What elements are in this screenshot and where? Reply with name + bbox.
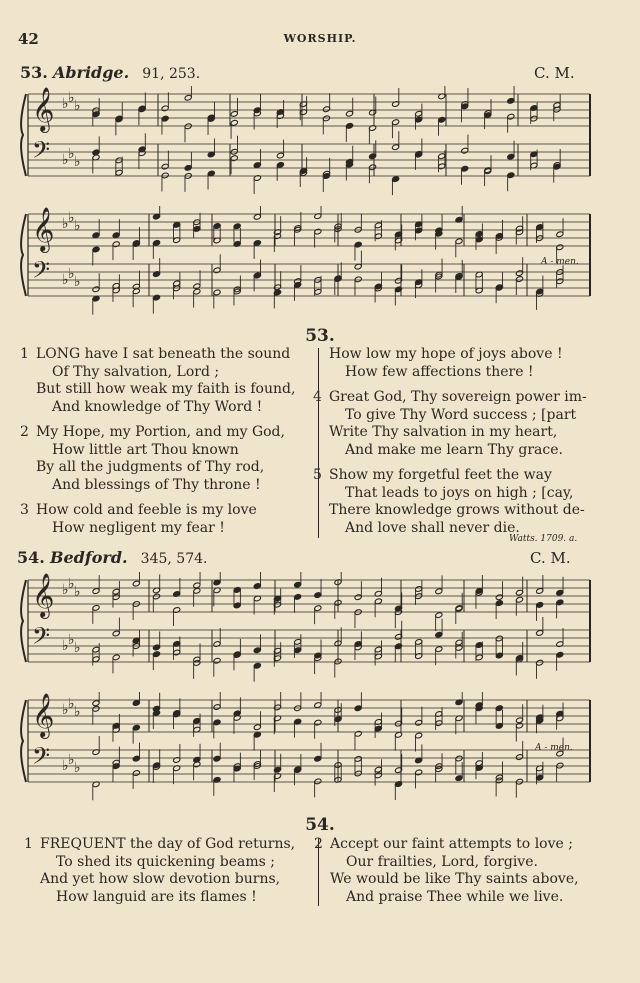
verse-line: Our frailties, Lord, forgive. [346, 853, 538, 870]
svg-text:♭: ♭ [62, 702, 69, 718]
svg-text:𝄞: 𝄞 [32, 207, 55, 251]
svg-text:♭: ♭ [62, 638, 69, 654]
svg-text:♭: ♭ [68, 576, 75, 592]
verse-line: FREQUENT the day of God returns, [40, 836, 296, 852]
svg-text:𝄞: 𝄞 [32, 87, 55, 131]
verse-number: 4 [313, 389, 322, 405]
tune-refs: 91, 253. [142, 66, 201, 82]
svg-text:♭: ♭ [62, 152, 69, 168]
verse-line: How cold and feeble is my love [36, 502, 257, 518]
hymn-number: 54. [305, 815, 335, 835]
verse-line: Great God, Thy sovereign power im- [329, 389, 587, 405]
running-title: WORSHIP. [283, 32, 357, 45]
svg-text:♭: ♭ [68, 146, 75, 162]
verse-line: We would be like Thy saints above, [330, 871, 579, 887]
svg-text:♭: ♭ [74, 154, 81, 170]
verse-number: 1 [24, 836, 33, 852]
tune-name: Abridge. [52, 63, 130, 82]
svg-text:♭: ♭ [74, 760, 81, 776]
svg-text:♭: ♭ [74, 218, 81, 234]
music-system-4 [18, 692, 594, 810]
svg-text:♭: ♭ [74, 704, 81, 720]
verse-line: Of Thy salvation, Lord ; [52, 363, 220, 380]
hymn-54-right-column [314, 836, 579, 914]
svg-text:𝄢: 𝄢 [32, 136, 51, 169]
svg-text:𝄢: 𝄢 [32, 742, 51, 775]
svg-text:𝄢: 𝄢 [32, 256, 51, 289]
column-divider [318, 348, 319, 538]
svg-text:𝄢: 𝄢 [32, 622, 51, 655]
hymn-53-left-column [20, 346, 296, 545]
tune-meter: C. M. [534, 64, 575, 82]
stanza [24, 836, 296, 906]
tune-53-heading [20, 63, 200, 82]
svg-text:♭: ♭ [68, 696, 75, 712]
hymn-53-right-column [313, 346, 587, 545]
svg-text:𝄞: 𝄞 [32, 693, 55, 737]
stanza [20, 346, 296, 416]
amen-label-53: A - men. [541, 257, 579, 267]
verse-number: 1 [20, 346, 29, 362]
verse-line: Accept our faint attempts to love ; [330, 836, 573, 852]
verse-line: To shed its quickening beams ; [56, 853, 275, 870]
svg-text:♭: ♭ [74, 584, 81, 600]
verse-line: That leads to joys on high ; [cay, [345, 484, 574, 501]
verse-line: Write Thy salvation in my heart, [329, 424, 558, 440]
stanza [329, 346, 587, 381]
svg-text:♭: ♭ [74, 640, 81, 656]
tune-name: Bedford. [49, 548, 128, 567]
svg-text:♭: ♭ [62, 96, 69, 112]
verse-line: How negligent my fear ! [52, 519, 225, 536]
verse-line: There knowledge grows without de- [329, 502, 585, 518]
stanza [313, 389, 587, 459]
svg-text:♭: ♭ [62, 582, 69, 598]
verse-number: 3 [20, 502, 29, 518]
verse-line: How few affections there ! [345, 363, 534, 380]
music-system-2 [18, 206, 594, 328]
verse-line: And knowledge of Thy Word ! [52, 398, 263, 415]
amen-label-54: A - men. [535, 743, 573, 753]
verse-line: How little art Thou known [52, 441, 239, 458]
svg-text:𝄞: 𝄞 [32, 573, 55, 617]
verse-line: By all the judgments of Thy rod, [36, 459, 265, 475]
svg-text:♭: ♭ [68, 266, 75, 282]
verse-line: But still how weak my faith is found, [36, 381, 296, 397]
verse-line: And praise Thee while we live. [346, 888, 564, 905]
svg-text:♭: ♭ [68, 210, 75, 226]
tune-meter: C. M. [530, 549, 571, 567]
stanza [314, 836, 579, 906]
verse-line: LONG have I sat beneath the sound [36, 346, 291, 362]
svg-text:♭: ♭ [68, 90, 75, 106]
verse-line: And love shall never die. [345, 519, 520, 536]
music-system-1 [18, 86, 594, 196]
verse-number: 2 [314, 836, 323, 852]
verse-number: 2 [20, 424, 29, 440]
tune-number: 53. [20, 63, 48, 82]
verse-line: And blessings of Thy throne ! [52, 476, 261, 493]
svg-text:♭: ♭ [68, 632, 75, 648]
stanza [20, 502, 295, 537]
tune-54-heading [17, 548, 207, 567]
svg-text:♭: ♭ [74, 274, 81, 290]
verse-line: How languid are its flames ! [56, 888, 257, 905]
hymn-54-left-column [24, 836, 296, 914]
tune-refs: 345, 574. [140, 551, 208, 567]
verse-line: My Hope, my Portion, and my God, [36, 424, 285, 440]
svg-text:♭: ♭ [62, 758, 69, 774]
verse-line: How low my hope of joys above ! [329, 346, 563, 362]
tune-number: 54. [17, 548, 45, 567]
verse-line: Show my forgetful feet the way [329, 467, 552, 483]
stanza [313, 467, 587, 537]
svg-text:♭: ♭ [74, 98, 81, 114]
verse-number: 5 [313, 467, 322, 483]
verse-line: And make me learn Thy grace. [345, 441, 563, 458]
page-number: 42 [18, 30, 39, 48]
music-system-3 [18, 572, 594, 682]
svg-text:♭: ♭ [62, 272, 69, 288]
verse-line: And yet how slow devotion burns, [40, 871, 281, 887]
svg-text:♭: ♭ [68, 752, 75, 768]
hymn-number: 53. [305, 326, 335, 346]
attribution: Watts. 1709. a. [509, 534, 578, 544]
verse-line: To give Thy Word success ; [part [345, 406, 577, 423]
stanza [20, 424, 295, 494]
svg-text:♭: ♭ [62, 216, 69, 232]
